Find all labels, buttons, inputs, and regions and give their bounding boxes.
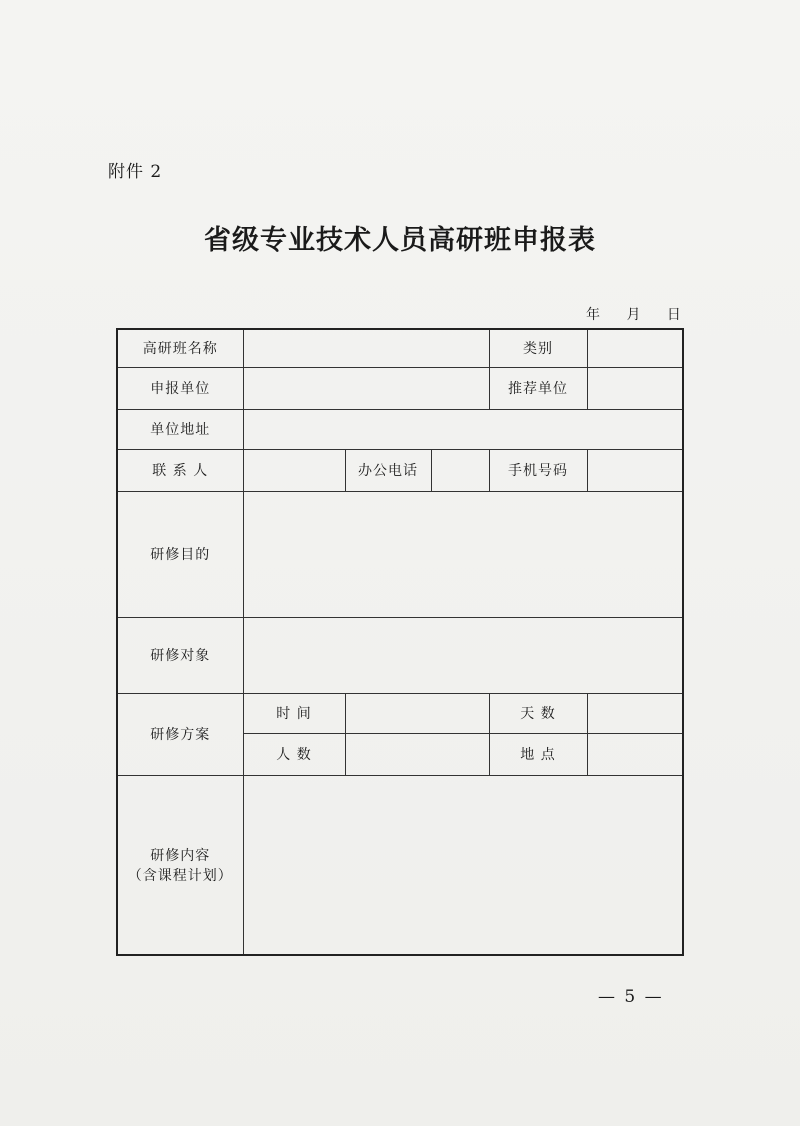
content-label-cell <box>117 775 243 955</box>
mobile-label: 手机号码 <box>489 449 587 491</box>
category-label: 类别 <box>489 329 587 367</box>
class-name-field[interactable] <box>243 329 489 367</box>
category-field[interactable] <box>587 329 683 367</box>
purpose-field[interactable] <box>243 491 683 617</box>
office-phone-label: 办公电话 <box>345 449 431 491</box>
unit-address-field[interactable] <box>243 409 683 449</box>
content-note-label: （含课程计划） <box>127 867 233 884</box>
table-row <box>117 409 683 449</box>
page-title: 省级专业技术人员高研班申报表 <box>204 225 596 256</box>
attachment-label: 附件 2 <box>108 162 163 182</box>
people-field[interactable] <box>345 733 489 775</box>
time-label: 时 间 <box>243 693 345 733</box>
contact-person-label: 联 系 人 <box>117 449 243 491</box>
days-field[interactable] <box>587 693 683 733</box>
page-number: — 5 — <box>598 987 664 1007</box>
office-phone-field[interactable] <box>431 449 489 491</box>
target-field[interactable] <box>243 617 683 693</box>
content-field[interactable] <box>243 775 683 955</box>
contact-person-field[interactable] <box>243 449 345 491</box>
location-label: 地 点 <box>489 733 587 775</box>
class-name-label: 高研班名称 <box>117 329 243 367</box>
application-form-table <box>116 328 684 956</box>
time-field[interactable] <box>345 693 489 733</box>
table-row <box>117 775 683 955</box>
target-label: 研修对象 <box>117 617 243 693</box>
location-field[interactable] <box>587 733 683 775</box>
table-row <box>117 449 683 491</box>
unit-address-label: 单位地址 <box>117 409 243 449</box>
recommending-unit-field[interactable] <box>587 367 683 409</box>
table-row <box>117 491 683 617</box>
table-row <box>117 367 683 409</box>
table-row <box>117 693 683 733</box>
table-row <box>117 329 683 367</box>
applying-unit-label: 申报单位 <box>117 367 243 409</box>
plan-label: 研修方案 <box>117 693 243 775</box>
date-month-label: 月 <box>626 307 641 323</box>
purpose-label: 研修目的 <box>117 491 243 617</box>
date-day-label: 日 <box>666 307 681 323</box>
date-year-label: 年 <box>586 307 600 323</box>
content-label: 研修内容 <box>150 847 211 864</box>
days-label: 天 数 <box>489 693 587 733</box>
recommending-unit-label: 推荐单位 <box>489 367 587 409</box>
mobile-field[interactable] <box>587 449 683 491</box>
table-row <box>117 617 683 693</box>
date-line <box>586 304 681 324</box>
people-label: 人 数 <box>243 733 345 775</box>
applying-unit-field[interactable] <box>243 367 489 409</box>
